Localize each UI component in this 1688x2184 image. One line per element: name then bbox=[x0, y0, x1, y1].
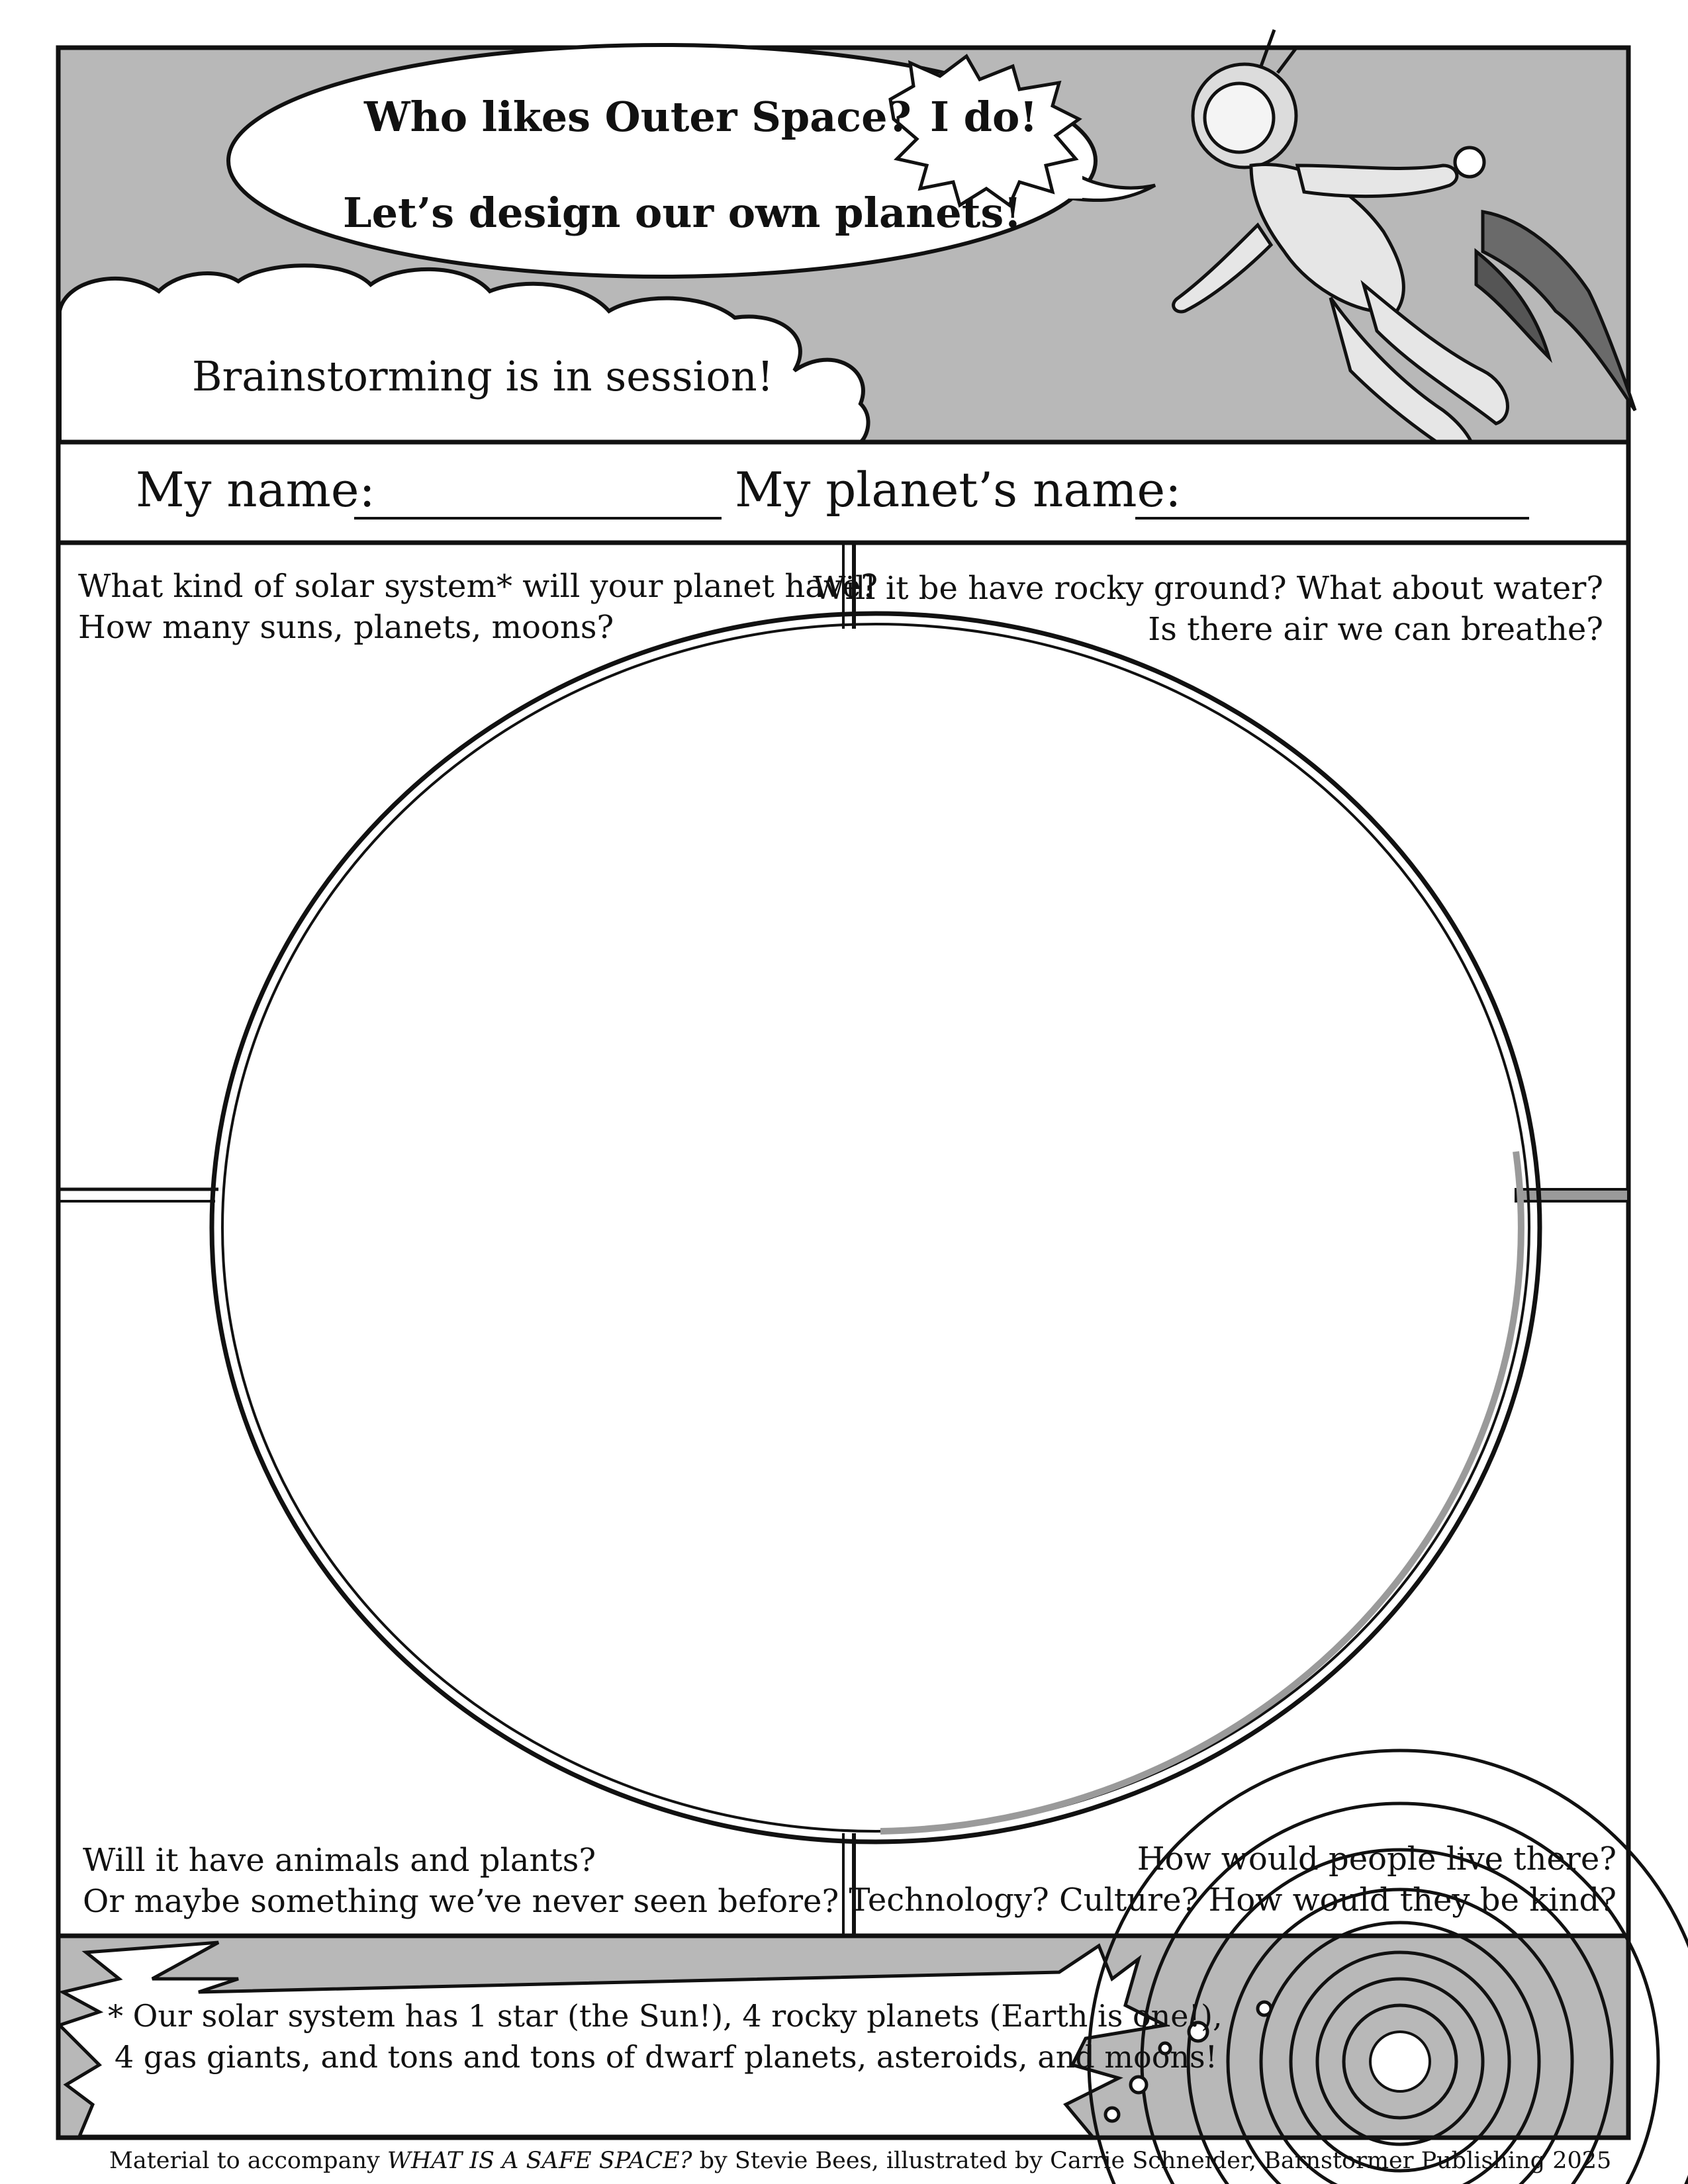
prompt-line: How many suns, planets, moons? bbox=[78, 609, 614, 646]
credit-prefix: Material to accompany bbox=[109, 2148, 387, 2174]
prompt-line: Is there air we can breathe? bbox=[1148, 611, 1603, 648]
footnote-line-2: 4 gas giants, and tons and tons of dwarf planets, asteroids, and moons! bbox=[115, 2039, 1218, 2075]
credit-suffix: by Stevie Bees, illustrated by Carrie Schneider, Barnstormer Publishing 2025 bbox=[692, 2148, 1612, 2174]
prompt-top-left bbox=[78, 566, 878, 648]
prompt-line: Or maybe something we’ve never seen before? bbox=[83, 1883, 839, 1920]
speech-line-1: Who likes Outer Space? bbox=[364, 93, 912, 141]
prompt-bottom-right bbox=[849, 1839, 1617, 1921]
prompt-top-right bbox=[813, 568, 1603, 650]
speech-line-2: Let’s design our own planets! bbox=[343, 189, 1022, 237]
prompt-line: What kind of solar system* will your planet have? bbox=[78, 568, 878, 605]
credit-book-title: WHAT IS A SAFE SPACE? bbox=[387, 2148, 692, 2174]
my-name-label: My name: bbox=[136, 462, 375, 518]
footnote-line-1: * Our solar system has 1 star (the Sun!), 4 rocky planets (Earth is one!), bbox=[108, 1998, 1223, 2034]
cloud-text: Brainstorming is in session! bbox=[192, 352, 774, 400]
my-name-field[interactable] bbox=[354, 477, 722, 520]
planet-name-label: My planet’s name: bbox=[735, 462, 1182, 518]
exclaim-text: I do! bbox=[930, 93, 1038, 141]
credit-line bbox=[109, 2148, 1611, 2174]
prompt-line: Will it have animals and plants? bbox=[83, 1842, 596, 1879]
prompt-line: Will it be have rocky ground? What about water? bbox=[813, 570, 1603, 607]
prompt-line: How would people live there? bbox=[1137, 1841, 1617, 1878]
prompt-bottom-left bbox=[83, 1840, 839, 1922]
prompt-line: Technology? Culture? How would they be kind? bbox=[849, 1882, 1617, 1919]
sun-icon bbox=[1370, 2032, 1430, 2091]
planet-name-field[interactable] bbox=[1135, 477, 1529, 520]
